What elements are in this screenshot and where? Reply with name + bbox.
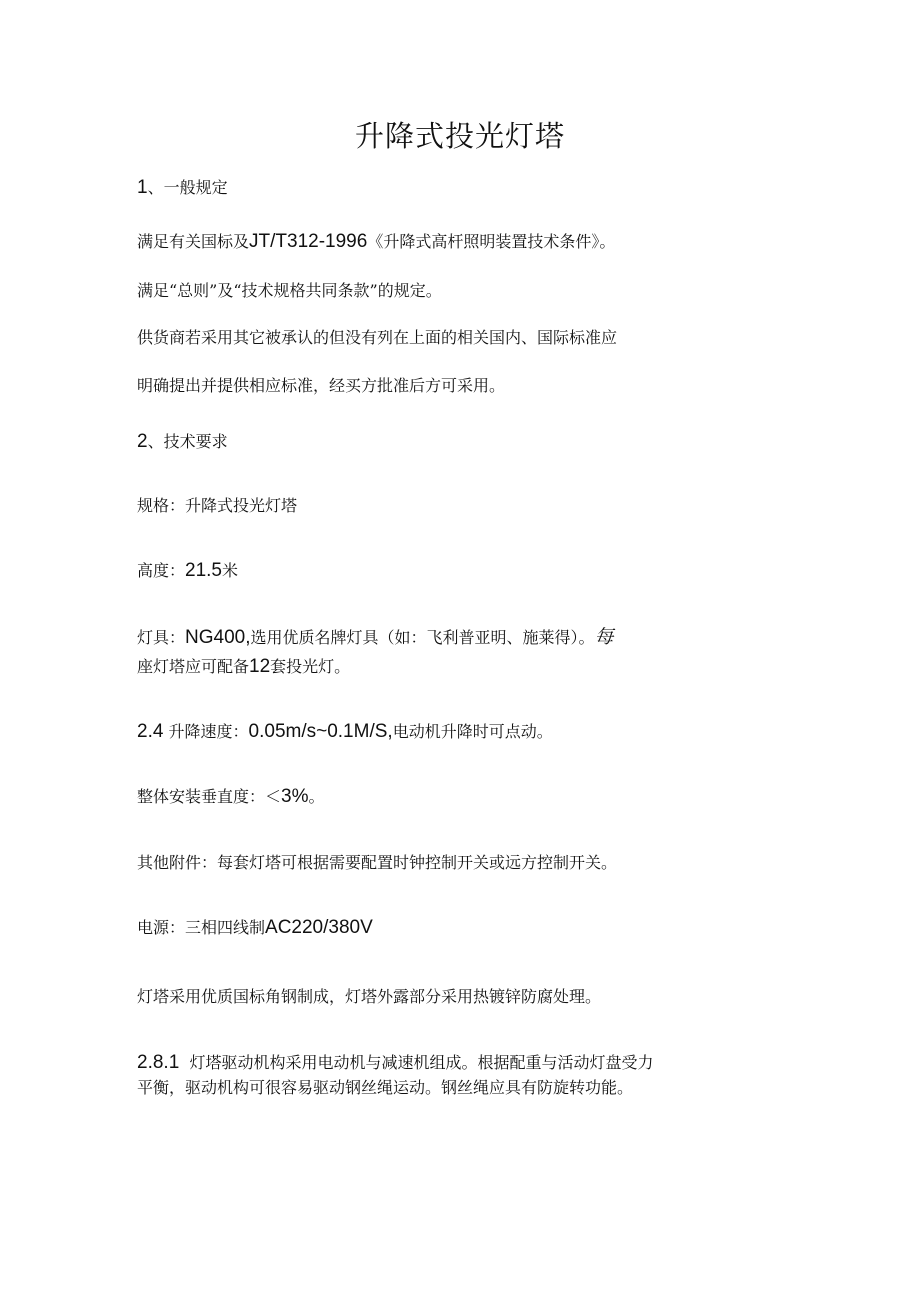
standards-paragraph bbox=[137, 232, 677, 252]
standards-text-a: 满足有关国标及 bbox=[137, 232, 250, 251]
height-label: 高度： bbox=[137, 561, 186, 580]
standard-code: JT/T312-1996 bbox=[249, 231, 368, 252]
section-1-number: 1 bbox=[137, 177, 148, 198]
speed-line bbox=[137, 722, 677, 742]
lamp-label: 灯具： bbox=[137, 628, 186, 647]
section-2-heading-text: 、技术要求 bbox=[147, 432, 228, 451]
lamp-line-2-b: 套投光灯。 bbox=[270, 657, 351, 676]
verticality-end: 。 bbox=[308, 787, 325, 806]
speed-value: 0.05m/s~0.1M/S, bbox=[248, 721, 393, 742]
lamp-italic-char: 每 bbox=[594, 626, 614, 648]
lamp-line-2-a: 座灯塔应可配备 bbox=[137, 657, 250, 676]
height-unit: 米 bbox=[222, 561, 239, 580]
drive-number: 2.8.1 bbox=[137, 1052, 180, 1073]
other-standards-line-1: 供货商若采用其它被承认的但没有列在上面的相关国内、国际标准应 bbox=[137, 328, 618, 347]
general-rules-paragraph: 满足“总则”及“技术规格共同条款”的规定。 bbox=[137, 281, 442, 300]
power-label: 电源：三相四线制 bbox=[137, 918, 266, 937]
speed-label: 升降速度： bbox=[168, 722, 249, 741]
drive-paragraph bbox=[137, 1050, 667, 1100]
drive-text: 灯塔驱动机构采用电动机与减速机组成。根据配重与活动灯盘受力平衡，驱动机构可很容易驱动钢丝绳运动。钢丝绳应具有防旋转功能。 bbox=[137, 1053, 654, 1097]
power-value: AC220/380V bbox=[265, 917, 373, 938]
spec-line: 规格：升降式投光灯塔 bbox=[137, 496, 298, 515]
accessories-line: 其他附件：每套灯塔可根据需要配置时钟控制开关或远方控制开关。 bbox=[137, 853, 618, 872]
material-line: 灯塔采用优质国标角钢制成，灯塔外露部分采用热镀锌防腐处理。 bbox=[137, 987, 602, 1006]
section-2-number: 2 bbox=[137, 431, 148, 452]
lamp-text: 选用优质名牌灯具（如：飞利普亚明、施莱得）。 bbox=[250, 628, 595, 647]
section-1-heading bbox=[137, 178, 677, 198]
standards-text-b: 《升降式高杆照明装置技术条件》。 bbox=[367, 232, 616, 251]
section-1-heading-text: 、一般规定 bbox=[147, 178, 228, 197]
verticality-value: 3% bbox=[281, 786, 309, 807]
height-line bbox=[137, 561, 677, 581]
lamp-line-1 bbox=[137, 627, 677, 648]
height-value: 21.5 bbox=[185, 560, 222, 581]
lamp-line-2 bbox=[137, 657, 677, 677]
lamp-model: NG400, bbox=[185, 627, 251, 648]
document-title: 升降式投光灯塔 bbox=[354, 119, 565, 153]
other-standards-line-2: 明确提出并提供相应标准，经买方批准后方可采用。 bbox=[137, 376, 506, 395]
lamp-count: 12 bbox=[249, 656, 271, 677]
power-line bbox=[137, 918, 677, 938]
speed-number: 2.4 bbox=[137, 721, 164, 742]
section-2-heading bbox=[137, 432, 677, 452]
verticality-line bbox=[137, 787, 677, 807]
speed-text: 电动机升降时可点动。 bbox=[392, 722, 553, 741]
verticality-label: 整体安装垂直度：＜ bbox=[137, 787, 282, 806]
